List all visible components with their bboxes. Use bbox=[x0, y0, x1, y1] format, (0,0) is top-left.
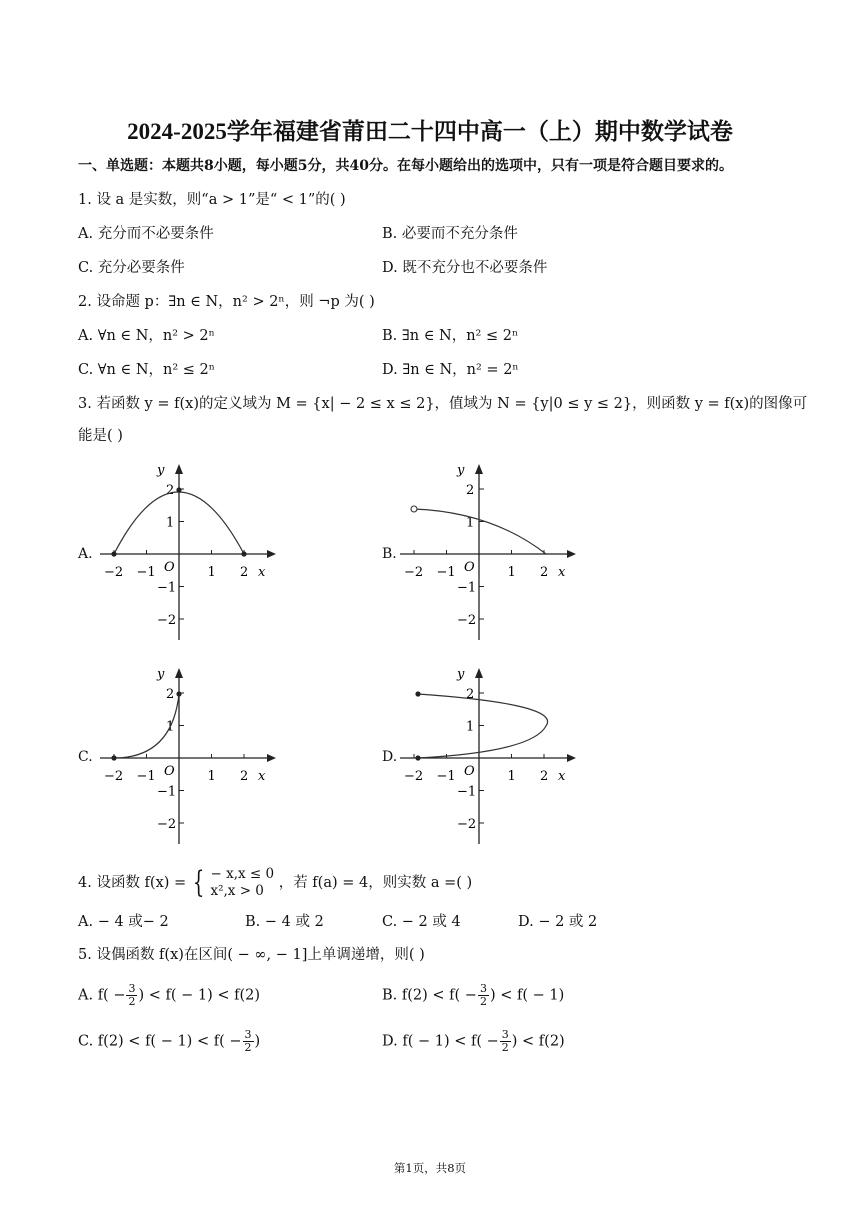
y-tick-label: 2 bbox=[166, 687, 175, 702]
q1-option-b: B. 必要而不充分条件 bbox=[382, 226, 518, 242]
axes bbox=[400, 667, 576, 844]
x-axis-label: x bbox=[558, 565, 566, 580]
y-tick-label: −1 bbox=[157, 784, 177, 800]
y-tick-label: 2 bbox=[466, 687, 475, 702]
x-axis-arrow bbox=[267, 550, 276, 558]
x-tick-label: −2 bbox=[104, 769, 124, 784]
q3-option-b-label: B. bbox=[382, 546, 397, 562]
y-tick-label: −1 bbox=[157, 580, 177, 596]
y-tick-label: 1 bbox=[466, 515, 475, 531]
q4-stem-suffix: ，若 f(a) = 4，则实数 a =( ) bbox=[278, 875, 473, 891]
denominator: 2 bbox=[244, 1041, 252, 1054]
q1-option-a: A. 充分而不必要条件 bbox=[78, 226, 214, 242]
x-tick-label: −1 bbox=[436, 565, 456, 580]
origin-label: O bbox=[464, 560, 475, 575]
numerator: 3 bbox=[244, 1028, 252, 1041]
q4-option-a: A. − 4 或− 2 bbox=[78, 914, 169, 930]
q5-stem: 5. 设偶函数 f(x)在区间( − ∞, − 1]上单调递增，则( ) bbox=[78, 947, 425, 963]
y-tick-label: 2 bbox=[166, 483, 175, 498]
q5-option-c bbox=[78, 1029, 260, 1054]
x-tick-label: 2 bbox=[240, 769, 249, 784]
endpoint-dot bbox=[241, 551, 246, 556]
y-axis-label: y bbox=[457, 667, 465, 682]
q4-piece-1: − x,x ≤ 0 bbox=[210, 866, 275, 882]
q4-option-c: C. − 2 或 4 bbox=[382, 914, 461, 930]
open-endpoint bbox=[411, 506, 417, 512]
denominator: 2 bbox=[501, 1041, 509, 1054]
x-tick-label: 2 bbox=[540, 565, 549, 580]
q4-stem-prefix: 4. 设函数 f(x) = bbox=[78, 875, 187, 891]
y-tick-label: 1 bbox=[166, 515, 175, 531]
q5-option-d bbox=[382, 1029, 565, 1054]
q3-option-c-label: C. bbox=[78, 749, 93, 765]
y-tick-label: −1 bbox=[457, 784, 477, 800]
q2-option-d: D. ∃n ∈ N，n² = 2ⁿ bbox=[382, 362, 519, 378]
y-axis-arrow bbox=[475, 464, 483, 474]
section-heading: 一、单选题：本题共8小题，每小题5分，共40分。在每小题给出的选项中，只有一项是符合题目要求的。 bbox=[78, 158, 733, 174]
endpoint-dot bbox=[111, 551, 116, 556]
q4-piecewise bbox=[210, 866, 274, 900]
fraction bbox=[478, 983, 489, 1008]
q4-piece-2: x²,x > 0 bbox=[210, 883, 264, 899]
y-axis-arrow bbox=[475, 668, 483, 678]
x-tick-label: 1 bbox=[207, 565, 216, 580]
y-tick-label: −2 bbox=[457, 817, 477, 832]
option-text: ) < f(2) bbox=[511, 1033, 565, 1050]
curve bbox=[414, 509, 546, 554]
q2-option-b: B. ∃n ∈ N，n² ≤ 2ⁿ bbox=[382, 328, 519, 344]
y-tick-label: −2 bbox=[157, 817, 177, 832]
q4-stem bbox=[78, 866, 472, 900]
brace-glyph: { bbox=[192, 865, 205, 900]
page-title: 2024-2025学年福建省莆田二十四中高一（上）期中数学试卷 bbox=[127, 119, 733, 144]
q5-option-b bbox=[382, 983, 564, 1008]
fraction bbox=[500, 1029, 511, 1054]
y-axis-arrow bbox=[175, 464, 183, 474]
y-tick-label: 2 bbox=[466, 483, 475, 498]
x-axis-label: x bbox=[258, 769, 266, 784]
endpoint-dot bbox=[111, 755, 116, 760]
fraction bbox=[243, 1029, 254, 1054]
option-text: A. f( − bbox=[78, 987, 126, 1004]
y-axis-arrow bbox=[175, 668, 183, 678]
x-tick-label: −1 bbox=[136, 769, 156, 784]
option-text: B. f(2) < f( − bbox=[382, 987, 477, 1004]
q3-graph-d bbox=[392, 664, 582, 849]
x-axis-label: x bbox=[258, 565, 266, 580]
q3-graph-a bbox=[92, 460, 282, 645]
x-tick-label: −1 bbox=[136, 565, 156, 580]
endpoint-dot bbox=[176, 487, 181, 492]
option-text: ) < f( − 1) < f(2) bbox=[138, 987, 261, 1004]
endpoint-dot bbox=[415, 691, 420, 696]
x-tick-label: −2 bbox=[404, 565, 424, 580]
q3-option-d-label: D. bbox=[382, 749, 398, 765]
axes bbox=[100, 667, 276, 844]
x-axis-arrow bbox=[267, 754, 276, 762]
origin-label: O bbox=[164, 764, 175, 779]
q2-stem: 2. 设命题 p：∃n ∈ N，n² > 2ⁿ，则 ¬p 为( ) bbox=[78, 294, 375, 310]
x-tick-label: 1 bbox=[507, 565, 516, 580]
x-axis-arrow bbox=[567, 550, 576, 558]
y-tick-label: 1 bbox=[166, 719, 175, 735]
numerator: 3 bbox=[479, 982, 487, 995]
q2-option-c: C. ∀n ∈ N，n² ≤ 2ⁿ bbox=[78, 362, 216, 378]
y-tick-label: 1 bbox=[466, 719, 475, 735]
numerator: 3 bbox=[128, 982, 136, 995]
option-text: C. f(2) < f( − 1) < f( − bbox=[78, 1033, 242, 1050]
fraction bbox=[126, 983, 137, 1008]
q1-option-d: D. 既不充分也不必要条件 bbox=[382, 260, 548, 276]
q3-graph-c bbox=[92, 664, 282, 849]
endpoint-dot bbox=[176, 691, 181, 696]
q4-option-d: D. − 2 或 2 bbox=[518, 914, 598, 930]
page-footer: 第1页，共8页 bbox=[393, 1161, 467, 1175]
endpoint-dot bbox=[415, 755, 420, 760]
q3-stem-line2: 能是( ) bbox=[78, 428, 123, 444]
q3-option-a-label: A. bbox=[78, 546, 93, 562]
y-axis-label: y bbox=[157, 463, 165, 478]
x-tick-label: 1 bbox=[507, 769, 516, 784]
x-tick-label: −2 bbox=[104, 565, 124, 580]
x-axis-arrow bbox=[567, 754, 576, 762]
x-tick-label: 2 bbox=[240, 565, 249, 580]
axes bbox=[400, 463, 576, 640]
x-axis-label: x bbox=[558, 769, 566, 784]
q1-stem: 1. 设 a 是实数，则“a > 1”是“ < 1”的( ) bbox=[78, 192, 346, 208]
q5-option-a bbox=[78, 983, 260, 1008]
x-tick-label: −2 bbox=[404, 769, 424, 784]
origin-label: O bbox=[164, 560, 175, 575]
x-tick-label: 1 bbox=[207, 769, 216, 784]
option-text: D. f( − 1) < f( − bbox=[382, 1033, 499, 1050]
q2-option-a: A. ∀n ∈ N，n² > 2ⁿ bbox=[78, 328, 215, 344]
numerator: 3 bbox=[501, 1028, 509, 1041]
x-tick-label: −1 bbox=[436, 769, 456, 784]
y-axis-label: y bbox=[457, 463, 465, 478]
option-text: ) < f( − 1) bbox=[489, 987, 565, 1004]
q4-option-b: B. − 4 或 2 bbox=[245, 914, 324, 930]
y-axis-label: y bbox=[157, 667, 165, 682]
q3-stem-line1: 3. 若函数 y = f(x)的定义域为 M = {x| − 2 ≤ x ≤ 2}，值域为 N = {y|0 ≤ y ≤ 2}，则函数 y = f(x)的图像可 bbox=[78, 396, 808, 412]
y-tick-label: −1 bbox=[457, 580, 477, 596]
y-tick-label: −2 bbox=[457, 613, 477, 628]
origin-label: O bbox=[464, 764, 475, 779]
denominator: 2 bbox=[479, 995, 487, 1008]
axes bbox=[100, 463, 276, 640]
y-tick-label: −2 bbox=[157, 613, 177, 628]
q1-option-c: C. 充分必要条件 bbox=[78, 260, 185, 276]
q3-graph-b bbox=[392, 460, 582, 645]
denominator: 2 bbox=[128, 995, 136, 1008]
x-tick-label: 2 bbox=[540, 769, 549, 784]
option-text: ) bbox=[254, 1033, 261, 1050]
